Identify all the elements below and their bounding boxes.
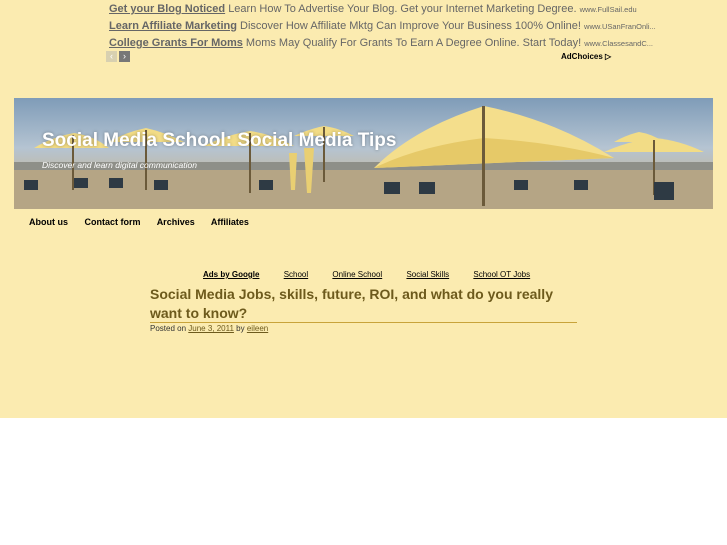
beach-umbrellas-image (14, 98, 713, 209)
nav-item-contact-form[interactable]: Contact form (84, 217, 141, 227)
ad-title-link[interactable]: Get your Blog Noticed (109, 3, 226, 15)
ad-title-link[interactable]: Learn Affiliate Marketing (109, 20, 237, 32)
ad-title-link[interactable]: College Grants For Moms (109, 37, 243, 49)
ad-row (109, 37, 653, 49)
site-tagline: Discover and learn digital communication (42, 160, 197, 170)
main-nav (29, 217, 263, 227)
post-divider (150, 322, 577, 323)
ad-prev-button[interactable]: ‹ (106, 51, 117, 62)
site-title[interactable]: Social Media School: Social Media Tips (42, 130, 397, 151)
post-title[interactable]: Social Media Jobs, skills, future, ROI, and what do you really want to know? (150, 286, 553, 321)
adchoices-link[interactable]: AdChoices ▷ (561, 52, 612, 61)
nav-item-about-us[interactable]: About us (29, 217, 68, 227)
ad-row (109, 20, 656, 32)
link-unit-school-ot-jobs[interactable]: School OT Jobs (473, 270, 531, 279)
ad-next-button[interactable]: › (119, 51, 130, 62)
ad-url[interactable]: www.ClassesandC... (584, 39, 654, 48)
posted-on-label: Posted on (150, 324, 187, 333)
ad-url[interactable]: www.FullSail.edu (579, 5, 637, 14)
link-unit-school[interactable]: School (283, 270, 309, 279)
link-unit-online-school[interactable]: Online School (332, 270, 383, 279)
nav-item-archives[interactable]: Archives (156, 217, 195, 227)
ad-url[interactable]: www.USanFranOnli... (584, 22, 656, 31)
ad-text: Discover How Affiliate Mktg Can Improve Your Business 100% Online! (240, 20, 581, 32)
link-unit-social-skills[interactable]: Social Skills (406, 270, 450, 279)
post-author-link[interactable]: eileen (246, 324, 269, 333)
by-label: by (236, 324, 245, 333)
ads-by-google-link[interactable]: Ads by Google (203, 270, 260, 279)
ad-row (109, 3, 637, 15)
post-meta (150, 324, 268, 333)
ad-link-units (203, 270, 530, 279)
header-banner[interactable] (14, 98, 713, 209)
ad-text: Moms May Qualify For Grants To Earn A Degree Online. Start Today! (245, 37, 582, 49)
post-date-link[interactable]: June 3, 2011 (188, 324, 234, 333)
ad-text: Learn How To Advertise Your Blog. Get your Internet Marketing Degree. (228, 3, 577, 15)
nav-item-affiliates[interactable]: Affiliates (210, 217, 249, 227)
